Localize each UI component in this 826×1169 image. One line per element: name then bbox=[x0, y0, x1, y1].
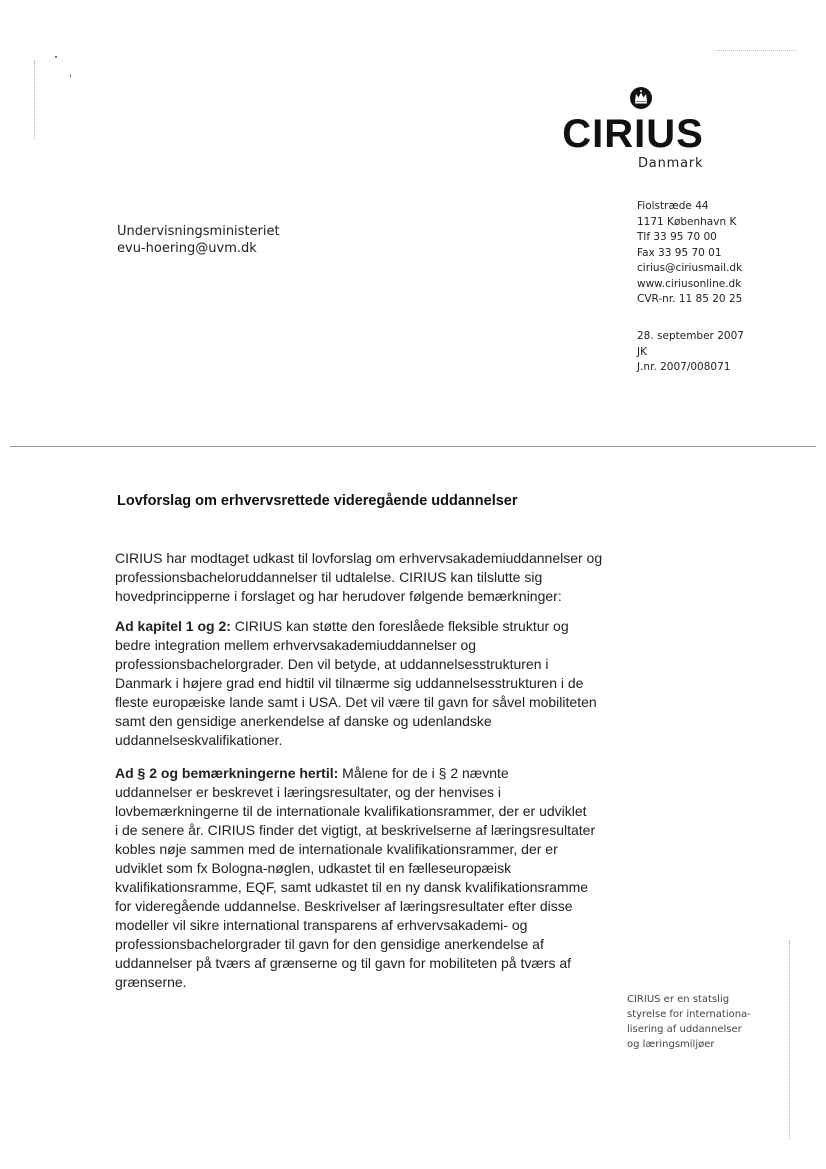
date-reference-block bbox=[637, 329, 744, 376]
recipient-address bbox=[117, 223, 280, 257]
body-line: Danmark i højere grad end hidtil vil tilnærme sig uddannelsesstrukturen i de bbox=[115, 675, 584, 691]
sender-address bbox=[637, 199, 742, 308]
recipient-line: Undervisningsministeriet bbox=[117, 224, 280, 239]
letter-subject: Lovforslag om erhvervsrettede videregående uddannelser bbox=[117, 493, 518, 509]
sender-line: CVR-nr. 11 85 20 25 bbox=[637, 293, 743, 305]
body-line: professionsbachelorgrader til gavn for den gensidige anerkendelse af bbox=[115, 936, 544, 952]
body-line bbox=[115, 764, 615, 783]
sender-line: Tlf 33 95 70 00 bbox=[637, 231, 717, 243]
logo-wordmark: CIRIUS bbox=[562, 112, 704, 156]
body-line: professionsbacheloruddannelser til udtalelse. CIRIUS kan tilslutte sig bbox=[115, 569, 543, 585]
body-line: samt den gensidige anerkendelse af danske og udenlandske bbox=[115, 713, 492, 729]
side-note-line: lisering af uddannelser bbox=[627, 1024, 742, 1035]
recipient-line: evu-hoering@uvm.dk bbox=[117, 241, 257, 256]
body-line: grænserne. bbox=[115, 974, 187, 990]
paragraph-lead: Ad § 2 og bemærkningerne hertil: bbox=[115, 765, 339, 781]
side-note-line: CIRIUS er en statslig bbox=[627, 994, 730, 1005]
side-note-line: styrelse for internationa- bbox=[627, 1009, 751, 1020]
body-text: CIRIUS kan støtte den foreslåede fleksible struktur og bbox=[230, 618, 569, 634]
body-line: professionsbachelorgrader. Den vil betyde, at uddannelsesstrukturen i bbox=[115, 656, 549, 672]
body-line: for videregående uddannelse. Beskrivelser af læringsresultater efter disse bbox=[115, 898, 573, 914]
body-line: kobles nøje sammen med de internationale kvalifikationsrammer, der er bbox=[115, 841, 558, 857]
body-line: hovedprincipperne i forslaget og har herudover følgende bemærkninger: bbox=[115, 588, 562, 604]
paragraph-lead: Ad kapitel 1 og 2: bbox=[115, 618, 231, 634]
body-line: uddannelser er beskrevet i læringsresultater, og der henvises i bbox=[115, 784, 501, 800]
side-note-line: og læringsmiljøer bbox=[627, 1039, 715, 1050]
sender-line: 1171 København K bbox=[637, 215, 737, 228]
body-line: uddannelseskvalifikationer. bbox=[115, 732, 283, 748]
body-line: uddannelser på tværs af grænserne og til gavn for mobiliteten på tværs af bbox=[115, 955, 572, 971]
sender-line: Fax 33 95 70 01 bbox=[637, 246, 722, 259]
body-line: bedre integration mellem erhvervsakademiuddannelser og bbox=[115, 637, 477, 653]
scan-edge-mark bbox=[716, 50, 796, 51]
body-line: kvalifikationsramme, EQF, samt udkastet til en ny dansk kvalifikationsramme bbox=[115, 879, 589, 895]
journal-number: J.nr. 2007/008071 bbox=[637, 361, 731, 373]
sender-line: Fiolstræde 44 bbox=[637, 200, 709, 212]
sender-line: www.ciriusonline.dk bbox=[637, 277, 742, 290]
body-line: i de senere år. CIRIUS finder det vigtigt, at beskrivelserne af læringsresultater bbox=[115, 822, 596, 838]
sender-line: cirius@ciriusmail.dk bbox=[637, 262, 743, 274]
body-line: udviklet som fx Bologna-nøglen, udkastet til en fælleseuropæisk bbox=[115, 860, 512, 876]
crown-emblem-icon bbox=[629, 86, 653, 110]
letter-date: 28. september 2007 bbox=[637, 330, 744, 342]
body-line: lovbemærkningerne til de internationale kvalifikationsrammer, der er udviklet bbox=[115, 803, 587, 819]
logo-subtitle: Danmark bbox=[638, 156, 704, 171]
body-line: CIRIUS har modtaget udkast til lovforslag om erhvervsakademiuddannelser og bbox=[115, 550, 603, 566]
body-line bbox=[115, 617, 615, 636]
divider-rule bbox=[10, 446, 816, 447]
scan-edge-mark bbox=[789, 940, 790, 1140]
body-text: Målene for de i § 2 nævnte bbox=[338, 765, 509, 781]
author-initials: JK bbox=[637, 345, 647, 358]
scan-speck bbox=[55, 56, 57, 58]
body-paragraph bbox=[115, 617, 615, 750]
body-line: modeller vil sikre international transparens af erhvervsakademi- og bbox=[115, 917, 528, 933]
scan-edge-mark bbox=[34, 60, 35, 140]
side-note bbox=[627, 992, 751, 1052]
body-paragraph bbox=[115, 764, 615, 992]
scan-speck bbox=[70, 74, 71, 77]
body-line: fleste europæiske lande samt i USA. Det vil være til gavn for såvel mobiliteten bbox=[115, 694, 597, 710]
body-paragraph bbox=[115, 549, 615, 606]
